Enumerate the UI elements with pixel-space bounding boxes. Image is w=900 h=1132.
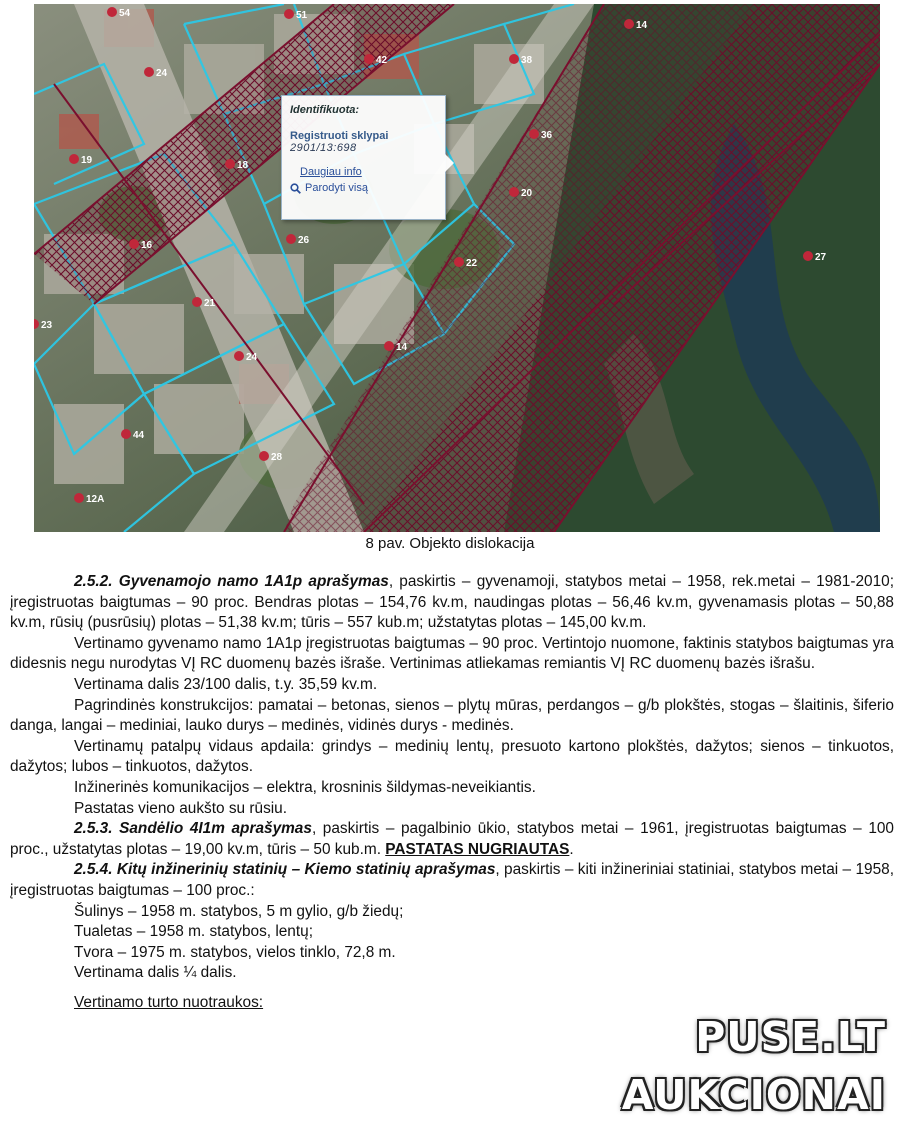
section-title: Sandėlio 4I1m aprašymas — [119, 820, 312, 838]
svg-text:38: 38 — [521, 55, 533, 66]
popup-parcel-id: 2901/13:698 — [290, 142, 357, 154]
document-body — [10, 572, 894, 1013]
demolished-note: PASTATAS NUGRIAUTAS — [385, 840, 570, 858]
svg-text:18: 18 — [237, 160, 249, 171]
list-item: Tualetas – 1958 m. statybos, lentų; — [74, 923, 313, 941]
paragraph: Pagrindinės konstrukcijos: pamatai – betonas, sienos – plytų mūras, perdangos – g/b plokštės, stogas – šlaitinis, šiferio danga, langai – mediniai, lauko durys – medinės, vidinės durys - medinės. — [10, 696, 894, 735]
list-item: Šulinys – 1958 m. statybos, 5 m gylio, g/b žiedų; — [74, 902, 404, 920]
list-item: Tvora – 1975 m. statybos, vielos tinklo, 72,8 m. — [74, 943, 396, 961]
identify-popup — [281, 95, 446, 220]
svg-text:26: 26 — [298, 235, 310, 246]
svg-text:28: 28 — [271, 452, 283, 463]
popup-subtitle: Registruoti sklypai — [290, 130, 389, 142]
svg-text:21: 21 — [204, 298, 216, 309]
photos-heading-text: Vertinamo turto nuotraukos: — [74, 993, 264, 1011]
section-number: 2.5.4. — [74, 861, 113, 879]
section-2-5-3 — [10, 819, 894, 860]
paragraph: Vertinamų patalpų vidaus apdaila: grindys – medinių lentų, presuoto kartono plokštės, dažytos; sienos – tinkuotos, dažytos; lubos – tinkuotos, dažytos. — [10, 737, 894, 776]
aerial-map — [34, 4, 880, 532]
svg-text:23: 23 — [41, 320, 53, 331]
section-number: 2.5.2. — [74, 573, 113, 590]
section-2-5-2 — [10, 572, 894, 634]
section-title: Kitų inžinerinių statinių – Kiemo statinių aprašymas — [116, 861, 496, 879]
svg-text:19: 19 — [81, 155, 93, 166]
svg-text:22: 22 — [466, 258, 478, 269]
figure-caption: 8 pav. Objekto dislokacija — [365, 535, 535, 552]
popup-title: Identifikuota: — [290, 104, 360, 116]
svg-text:20: 20 — [521, 188, 533, 199]
watermark — [622, 1008, 886, 1124]
section-2-5-4 — [10, 860, 894, 901]
svg-text:24: 24 — [246, 352, 258, 363]
paragraph: Vertinama dalis 23/100 dalis, t.y. 35,59 kv.m. — [74, 675, 378, 693]
section-number: 2.5.3. — [74, 820, 113, 838]
svg-text:14: 14 — [396, 342, 408, 353]
show-all-label: Parodyti visą — [305, 182, 368, 194]
svg-text:16: 16 — [141, 240, 153, 251]
svg-text:51: 51 — [296, 10, 308, 21]
section-title: Gyvenamojo namo 1A1p aprašymas — [118, 573, 389, 590]
list-item: Vertinama dalis ¼ dalis. — [74, 964, 237, 982]
watermark-line: AUKCIONAI — [621, 1071, 886, 1119]
paragraph: Inžinerinės komunikacijos – elektra, krosninis šildymas-neveikiantis. — [74, 778, 536, 796]
svg-text:36: 36 — [541, 130, 553, 141]
svg-text:14: 14 — [636, 20, 648, 31]
svg-text:42: 42 — [376, 55, 388, 66]
svg-text:24: 24 — [156, 68, 168, 79]
paragraph: Pastatas vieno aukšto su rūsiu. — [74, 799, 288, 817]
section-text: , paskirtis – pagalbinio ūkio, statybos metai – 1961, įregistruotas baigtumas – 100 proc., užstatytas plotas – 19,00 kv.m, tūris – 50 kub.m. — [10, 820, 894, 858]
section-text: , paskirtis – gyvenamoji, statybos metai – 1958, rek.metai – 1981-2010; įregistruotas baigtumas – 90 proc. Bendras plotas – 154,76 kv.m, naudingas plotas – 56,46 kv.m, gyvenamasis plotas – 50,88 kv.m, rūsių (pusrūsių) plotas – 51,38 kv.m; tūris – 557 kub.m; užstatytas plotas – 145,00 kv.m. — [10, 573, 894, 632]
svg-text:44: 44 — [133, 430, 145, 441]
svg-text:54: 54 — [119, 8, 131, 19]
show-all-link[interactable] — [290, 182, 437, 194]
period: . — [569, 840, 574, 858]
magnifier-icon — [290, 183, 301, 194]
svg-text:12A: 12A — [86, 494, 105, 505]
svg-text:27: 27 — [815, 252, 827, 263]
more-info-link[interactable]: Daugiau info — [300, 166, 362, 178]
popup-pointer — [445, 154, 454, 172]
paragraph: Vertinamo gyvenamo namo 1A1p įregistruotas baigtumas – 90 proc. Vertintojo nuomone, faktinis statybos baigtumas yra didesnis negu nurodytas VĮ RC duomenų bazės išraše. Vertinimas atliekamas remiantis VĮ RC duomenų bazės išrašu. — [10, 634, 894, 673]
map-image — [34, 4, 880, 532]
section-text: , paskirtis – kiti inžineriniai statiniai, statybos metai – 1958, įregistruotas baigtumas – 100 proc.: — [10, 861, 894, 899]
watermark-line: PUSE.LT — [695, 1013, 886, 1061]
